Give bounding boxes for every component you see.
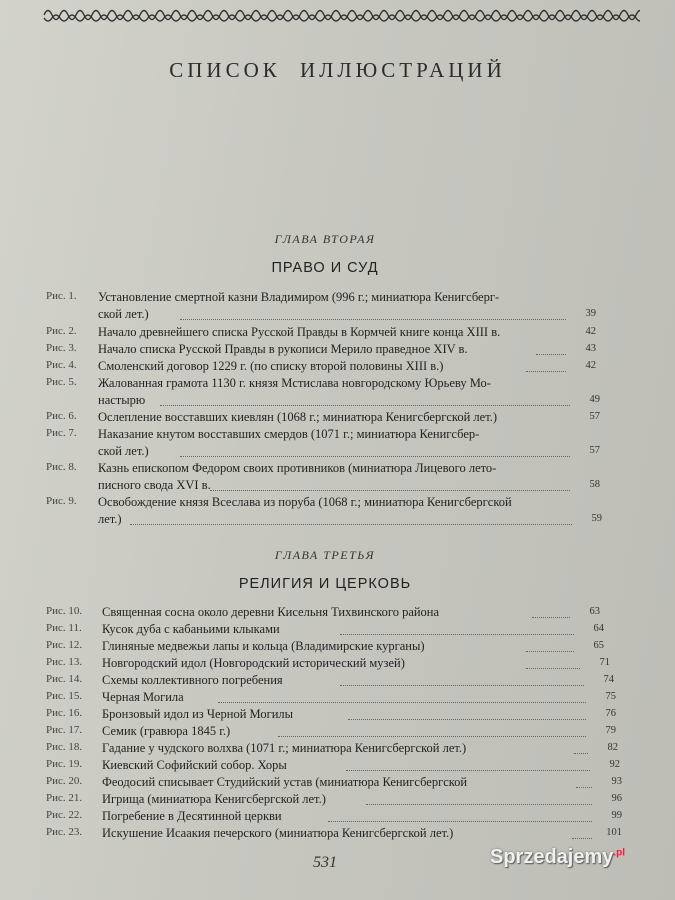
figure-number: Рис. 2. bbox=[46, 325, 77, 337]
figure-caption-continued: ской лет.) bbox=[98, 307, 149, 321]
page-reference: 93 bbox=[611, 776, 622, 787]
section-heading-religion: РЕЛИГИЯ И ЦЕРКОВЬ bbox=[238, 576, 412, 592]
figure-number: Рис. 17. bbox=[46, 724, 83, 736]
figure-caption-continued: лет.) bbox=[98, 512, 122, 526]
dot-leader bbox=[210, 490, 570, 491]
page-reference: 65 bbox=[593, 640, 604, 651]
dot-leader bbox=[218, 702, 586, 703]
figure-caption: Установление смертной казни Владимиром (996 г.; миниатюра Кенигсберг- bbox=[98, 290, 500, 304]
figure-caption: Схемы коллективного погребения bbox=[102, 673, 283, 687]
figure-number: Рис. 15. bbox=[46, 690, 83, 702]
watermark-logo: Sprzedajemy$^{.pl}$ bbox=[490, 846, 626, 868]
page-reference: 82 bbox=[607, 742, 618, 753]
page-reference: 63 bbox=[589, 606, 600, 617]
figure-caption: Освобождение князя Всеслава из поруба (1068 г.; миниатюра Кенигсбергской bbox=[98, 495, 512, 509]
figure-number: Рис. 12. bbox=[46, 639, 83, 651]
figure-number: Рис. 3. bbox=[46, 342, 77, 354]
dot-leader bbox=[340, 685, 584, 686]
dot-leader bbox=[526, 668, 580, 669]
page-reference: 49 bbox=[589, 394, 600, 405]
figure-caption: Искушение Исаакия печерского (миниатюра Кенигсбергской лет.) bbox=[102, 826, 454, 840]
figure-caption: Новгородский идол (Новгородский исторический музей) bbox=[102, 656, 405, 670]
page-reference: 92 bbox=[609, 759, 620, 770]
figure-number: Рис. 22. bbox=[46, 809, 83, 821]
figure-caption: Ослепление восставших киевлян (1068 г.; миниатюра Кенигсбергской лет.) bbox=[98, 410, 498, 424]
figure-caption: Начало древнейшего списка Русской Правды в Кормчей книге конца XIII в. bbox=[98, 325, 501, 339]
page-reference: 101 bbox=[606, 827, 622, 838]
page-title: СПИСОК ИЛЛЮСТРАЦИЙ bbox=[169, 58, 506, 82]
figure-number: Рис. 10. bbox=[46, 605, 83, 617]
figure-caption: Киевский Софийский собор. Хоры bbox=[102, 758, 287, 772]
figure-number: Рис. 14. bbox=[46, 673, 83, 685]
dot-leader bbox=[526, 371, 566, 372]
figure-number: Рис. 6. bbox=[46, 410, 77, 422]
page-reference: 96 bbox=[611, 793, 622, 804]
page-reference: 99 bbox=[611, 810, 622, 821]
section-heading-law: ПРАВО И СУД bbox=[271, 260, 379, 276]
dot-leader bbox=[536, 354, 566, 355]
page-reference: 57 bbox=[589, 411, 600, 422]
page-reference: 59 bbox=[591, 513, 602, 524]
figure-number: Рис. 9. bbox=[46, 495, 77, 507]
chapter-heading-3: ГЛАВА ТРЕТЬЯ bbox=[274, 548, 376, 562]
dot-leader bbox=[526, 651, 574, 652]
figure-number: Рис. 21. bbox=[46, 792, 83, 804]
figure-caption: Феодосий списывает Студийский устав (миниатюра Кенигсбергской bbox=[102, 775, 468, 789]
page-reference: 71 bbox=[599, 657, 610, 668]
dot-leader bbox=[348, 719, 586, 720]
dot-leader bbox=[328, 821, 592, 822]
page-reference: 76 bbox=[605, 708, 616, 719]
page-reference: 42 bbox=[585, 326, 596, 337]
dot-leader bbox=[160, 405, 570, 406]
figure-caption: Жалованная грамота 1130 г. князя Мстислава новгородскому Юрьеву Мо- bbox=[98, 376, 491, 390]
page-reference: 42 bbox=[585, 360, 596, 371]
figure-caption-continued: настырю bbox=[98, 393, 146, 407]
figure-number: Рис. 16. bbox=[46, 707, 83, 719]
figure-number: Рис. 11. bbox=[46, 622, 82, 634]
dot-leader bbox=[574, 753, 588, 754]
figure-caption: Казнь епископом Федором своих противников (миниатюра Лицевого лето- bbox=[98, 461, 497, 475]
figure-number: Рис. 19. bbox=[46, 758, 83, 770]
figure-number: Рис. 7. bbox=[46, 427, 77, 439]
dot-leader bbox=[130, 524, 572, 525]
figure-number: Рис. 4. bbox=[46, 359, 77, 371]
dot-leader bbox=[180, 456, 570, 457]
dot-leader bbox=[346, 770, 590, 771]
dot-leader bbox=[366, 804, 592, 805]
figure-caption: Кусок дуба с кабаньими клыками bbox=[102, 622, 280, 636]
page-reference: 64 bbox=[593, 623, 604, 634]
page-reference: 75 bbox=[605, 691, 616, 702]
figure-caption: Семик (гравюра 1845 г.) bbox=[102, 724, 231, 738]
figure-number: Рис. 5. bbox=[46, 376, 77, 388]
page-reference: 39 bbox=[585, 308, 596, 319]
figure-caption: Наказание кнутом восставших смердов (1071 г.; миниатюра Кенигсбер- bbox=[98, 427, 480, 441]
figure-caption: Начало списка Русской Правды в рукописи Мерило праведное XIV в. bbox=[98, 342, 468, 356]
dot-leader bbox=[180, 319, 566, 320]
figure-caption: Черная Могила bbox=[102, 690, 184, 704]
figure-caption-continued: писного свода XVI в. bbox=[98, 478, 211, 492]
page-reference: 74 bbox=[603, 674, 614, 685]
figure-caption: Игрища (миниатюра Кенигсбергской лет.) bbox=[102, 792, 326, 806]
page-reference: 57 bbox=[589, 445, 600, 456]
figure-number: Рис. 20. bbox=[46, 775, 83, 787]
figure-caption: Глиняные медвежьи лапы и кольца (Владимирские курганы) bbox=[102, 639, 425, 653]
dot-leader bbox=[340, 634, 574, 635]
ornament-border bbox=[40, 4, 640, 26]
dot-leader bbox=[278, 736, 586, 737]
figure-caption: Бронзовый идол из Черной Могилы bbox=[102, 707, 294, 721]
figure-caption: Смоленский договор 1229 г. (по списку второй половины XIII в.) bbox=[98, 359, 444, 373]
chapter-heading-2: ГЛАВА ВТОРАЯ bbox=[274, 232, 376, 246]
figure-caption: Погребение в Десятинной церкви bbox=[102, 809, 282, 823]
dot-leader bbox=[572, 838, 592, 839]
page-reference: 79 bbox=[605, 725, 616, 736]
dot-leader bbox=[532, 617, 570, 618]
figure-number: Рис. 1. bbox=[46, 290, 77, 302]
figure-number: Рис. 23. bbox=[46, 826, 83, 838]
page-reference: 58 bbox=[589, 479, 600, 490]
figure-caption: Священная сосна около деревни Кисельня Тихвинского района bbox=[102, 605, 440, 619]
page-reference: 43 bbox=[585, 343, 596, 354]
page-number: 531 bbox=[313, 854, 337, 871]
figure-number: Рис. 8. bbox=[46, 461, 77, 473]
figure-caption: Гадание у чудского волхва (1071 г.; миниатюра Кенигсбергской лет.) bbox=[102, 741, 467, 755]
figure-number: Рис. 13. bbox=[46, 656, 83, 668]
dot-leader bbox=[576, 787, 592, 788]
figure-number: Рис. 18. bbox=[46, 741, 83, 753]
figure-caption-continued: ской лет.) bbox=[98, 444, 149, 458]
